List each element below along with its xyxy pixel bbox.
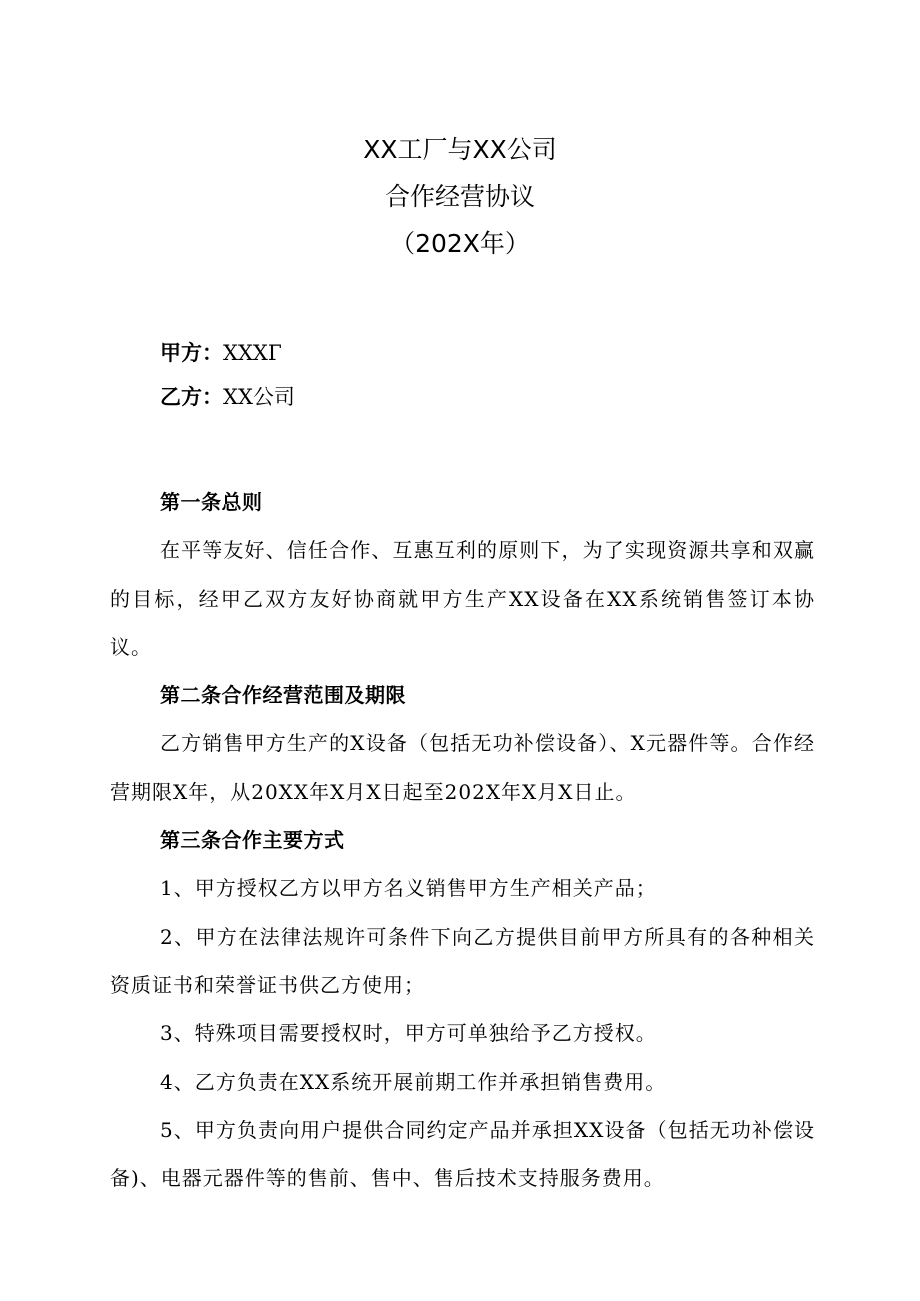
title-line-1: XX工厂与XX公司 — [363, 135, 557, 164]
section-3-item-2: 2、甲方在法律法规许可条件下向乙方提供目前甲方所具有的各种相关资质证书和荣誉证书供乙方使用； — [110, 924, 815, 997]
party-a-value: XXXГ — [223, 341, 282, 365]
party-a-label: 甲方： — [160, 340, 223, 365]
section-3-heading: 第三条合作主要方式 — [160, 828, 345, 853]
section-3-item-5: 5、甲方负责向用户提供合同约定产品并承担XX设备（包括无功补偿设备)、电器元器件等的售前、售中、售后技术支持服务费用。 — [110, 1117, 815, 1191]
section-2-heading: 第二条合作经营范围及期限 — [160, 683, 406, 708]
section-2-text: 乙方销售甲方生产的X设备（包括无功补偿设备）、X元器件等。合作经营期限X年，从20XX年X月X日起至202X年X月X日止。 — [110, 731, 815, 804]
section-1-heading: 第一条总则 — [160, 490, 263, 514]
document-title — [0, 126, 920, 267]
agreement-body — [110, 478, 815, 1202]
section-3-item-4: 4、乙方负责在XX系统开展前期工作并承担销售费用。 — [160, 1069, 667, 1094]
party-b-label: 乙方： — [160, 384, 223, 409]
party-b-value: XX公司 — [223, 385, 295, 409]
party-b — [160, 382, 295, 412]
title-line-2: 合作经营协议 — [384, 182, 535, 211]
title-line-3: （202X年） — [390, 229, 530, 258]
party-a — [160, 338, 282, 368]
section-1-text: 在平等友好、信任合作、互惠互利的原则下，为了实现资源共享和双赢的目标，经甲乙双方友好协商就甲方生产XX设备在XX系统销售签订本协议。 — [110, 538, 815, 659]
section-3-item-3: 3、特殊项目需要授权时，甲方可单独给予乙方授权。 — [160, 1021, 657, 1046]
section-3-item-1: 1、甲方授权乙方以甲方名义销售甲方生产相关产品； — [160, 876, 657, 901]
